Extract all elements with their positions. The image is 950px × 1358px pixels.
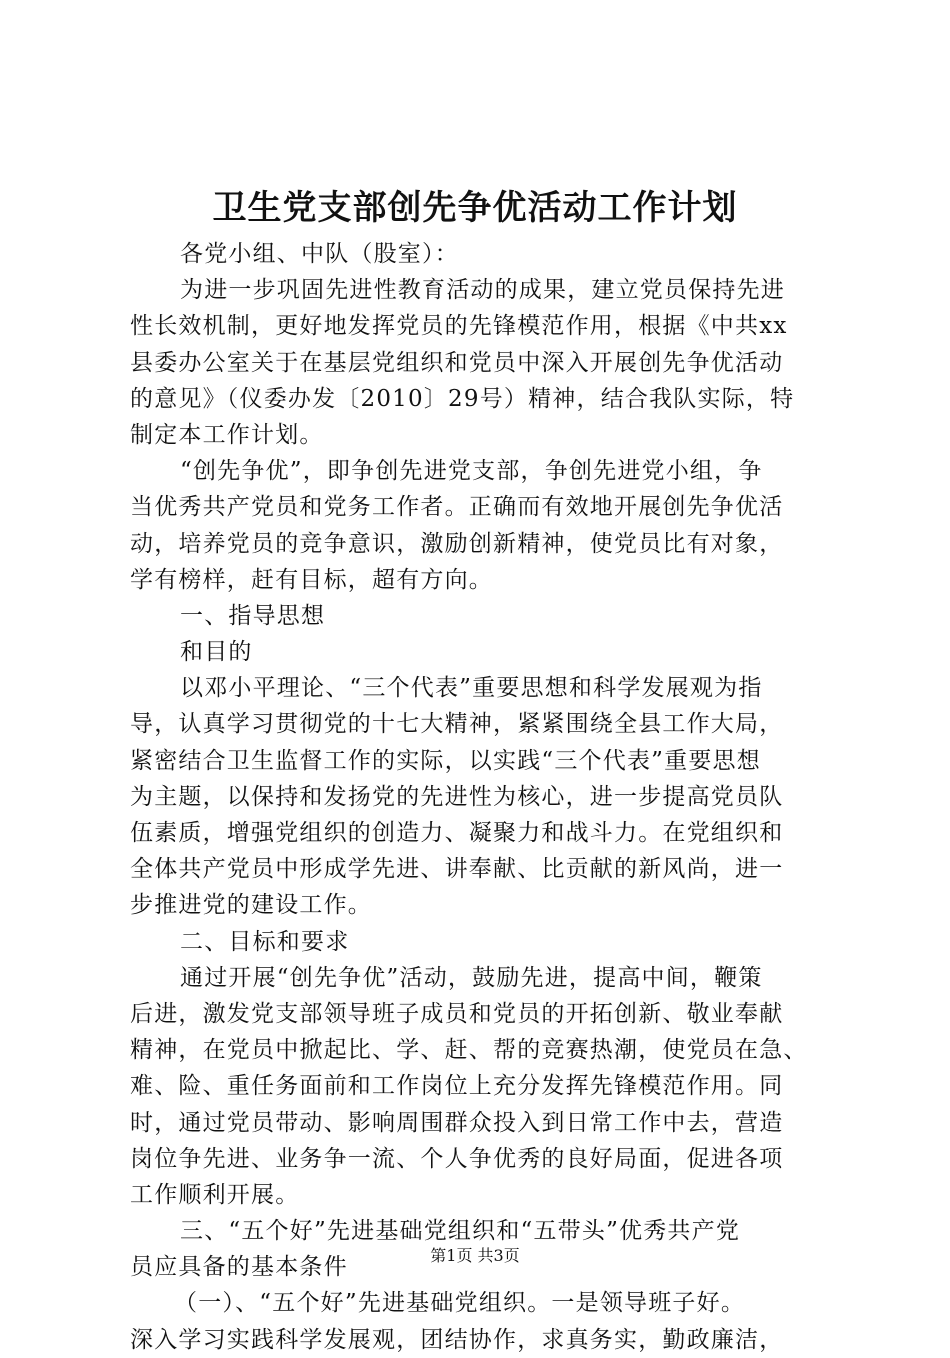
text-line: 和目的 [180, 639, 253, 666]
text-line: 各党小组、中队（股室）： [180, 241, 459, 267]
document-body [130, 236, 830, 1358]
text-line: 时，通过党员带动、影响周围群众投入到日常工作中去，营造 [130, 1109, 784, 1136]
text-line: 当优秀共产党员和党务工作者。正确而有效地开展创先争优活 [130, 494, 784, 521]
text-line: 难、险、重任务面前和工作岗位上充分发挥先锋模范作用。同 [130, 1073, 784, 1100]
text-line: 后进，激发党支部领导班子成员和党员的开拓创新、敬业奉献 [130, 1000, 784, 1027]
text-line: 县委办公室关于在基层党组织和党员中深入开展创先争优活动 [130, 349, 784, 376]
text-line: 动，培养党员的竞争意识，激励创新精神，使党员比有对象， [130, 530, 784, 557]
text-line: 性长效机制，更好地发挥党员的先锋模范作用，根据《中共xx [130, 313, 788, 340]
text-line: 为进一步巩固先进性教育活动的成果，建立党员保持先进 [180, 277, 785, 304]
document-title: 卫生党支部创先争优活动工作计划 [212, 188, 738, 228]
text-line: 深入学习实践科学发展观，团结协作，求真务实，勤政廉洁， [130, 1326, 784, 1353]
text-line: 工作顺利开展。 [130, 1181, 300, 1208]
text-line: 通过开展“创先争优”活动，鼓励先进，提高中间，鞭策 [180, 964, 763, 991]
text-line: （一）、“五个好”先进基础党组织。一是领导班子好。 [174, 1290, 746, 1317]
text-line: 三、“五个好”先进基础党组织和“五带头”优秀共产党 [180, 1218, 741, 1245]
text-line: 一、指导思想 [180, 602, 326, 629]
text-line: 步推进党的建设工作。 [130, 892, 372, 919]
text-line: 精神，在党员中掀起比、学、赶、帮的竞赛热潮，使党员在急、 [130, 1037, 808, 1064]
text-line: 伍素质，增强党组织的创造力、凝聚力和战斗力。在党组织和 [130, 820, 784, 846]
text-line: 导，认真学习贯彻党的十七大精神，紧紧围绕全县工作大局， [130, 711, 784, 738]
text-line: 制定本工作计划。 [130, 421, 324, 448]
text-line: 学有榜样，赶有目标，超有方向。 [130, 566, 493, 593]
text-line: 员应具备的基本条件 [130, 1254, 348, 1281]
text-line: 紧密结合卫生监督工作的实际，以实践“三个代表”重要思想 [130, 747, 761, 774]
text-line: 为主题，以保持和发扬党的先进性为核心，进一步提高党员队 [130, 783, 784, 810]
text-line: 全体共产党员中形成学先进、讲奉献、比贡献的新风尚，进一 [130, 856, 784, 883]
page-footer: 第1页 共3页 [430, 1246, 520, 1265]
text-line: “创先争优”，即争创先进党支部，争创先进党小组，争 [180, 458, 763, 485]
text-line: 岗位争先进、业务争一流、个人争优秀的良好局面，促进各项 [130, 1145, 784, 1172]
text-line: 的意见》（仪委办发〔2010〕29号）精神，结合我队实际，特 [130, 385, 795, 412]
text-line: 以邓小平理论、“三个代表”重要思想和科学发展观为指 [180, 675, 763, 702]
text-line: 二、目标和要求 [180, 928, 350, 955]
